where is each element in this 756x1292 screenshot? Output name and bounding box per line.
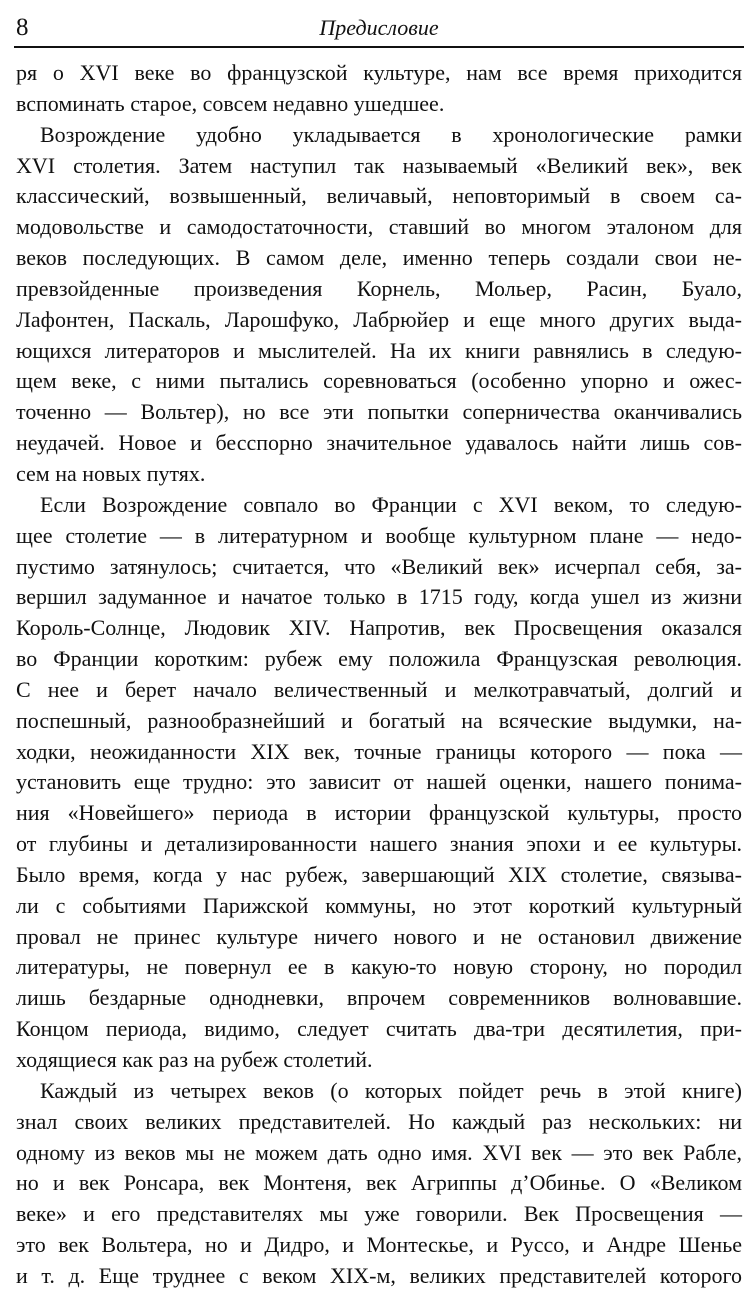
text-line: ющихся литераторов и мыслителей. На их книги равнялись в следую-: [16, 337, 742, 363]
text-line: Лафонтен, Паскаль, Ларошфуко, Лабрюйер и еще много других выда-: [16, 306, 742, 332]
text-line: одному из веков мы не можем дать одно имя. XVI век — это век Рабле,: [16, 1139, 742, 1165]
text-line: превзойденные произведения Корнель, Мольер, Расин, Буало,: [16, 275, 742, 301]
text-line: С нее и берет начало величественный и мелкотравчатый, долгий и: [16, 676, 742, 702]
text-line: ходящиеся как раз на рубеж столетий.: [16, 1047, 373, 1072]
text-line: провал не принес культуре ничего нового и не остановил движение: [16, 923, 742, 949]
text-line: веке» и его представителях мы уже говорили. Век Просвещения —: [16, 1201, 742, 1227]
page-number: 8: [16, 14, 29, 41]
text-line: щем веке, с ними пытались соревноваться (особенно упорно и ожес-: [16, 368, 742, 394]
text-line: но и век Ронсара, век Монтеня, век Агриппы д’Обинье. О «Великом: [16, 1170, 742, 1196]
running-title: Предисловие: [319, 15, 439, 40]
text-line: XVI столетия. Затем наступил так называемый «Великий век», век: [16, 152, 742, 178]
text-line: Концом периода, видимо, следует считать два-три десятилетия, при-: [16, 1016, 742, 1042]
text-line: лишь бездарные однодневки, впрочем современников волновавшие.: [16, 985, 742, 1011]
text-line: Если Возрождение совпало во Франции с XVI веком, то следую-: [40, 491, 742, 517]
text-line: установить еще трудно: это зависит от нашей оценки, нашего понима-: [16, 769, 742, 795]
text-line: ли с событиями Парижской коммуны, но этот короткий культурный: [16, 892, 742, 918]
text-line: Каждый из четырех веков (о которых пойдет речь в этой книге): [40, 1077, 742, 1103]
text-line: вспоминать старое, совсем недавно ушедшее.: [16, 90, 445, 116]
text-line: ря о XVI веке во французской культуре, нам все время приходится: [16, 60, 742, 85]
text-line: сем на новых путях.: [16, 460, 206, 486]
text-line: Возрождение удобно укладывается в хронологические рамки: [40, 121, 742, 147]
text-line: пустимо затянулось; считается, что «Великий век» исчерпал себя, за-: [16, 553, 742, 579]
text-line: неудачей. Новое и бесспорно значительное удавалось найти лишь сов-: [16, 430, 742, 456]
text-line: знал своих великих представителей. Но каждый раз нескольких: ни: [16, 1108, 742, 1134]
text-line: Было время, когда у нас рубеж, завершающий XIX столетие, связыва-: [16, 861, 742, 887]
body-text: [16, 58, 742, 1292]
text-line: вершил задуманное и начатое только в 1715 году, когда ушел из жизни: [16, 584, 742, 610]
text-line: точенно — Вольтер), но все эти попытки соперничества оканчивались: [16, 399, 742, 425]
text-line: классический, возвышенный, величавый, неповторимый в своем са-: [16, 183, 742, 209]
text-line: модовольстве и самодостаточности, ставший во многом эталоном для: [16, 214, 742, 240]
text-line: от глубины и детализированности нашего знания эпохи и ее культуры.: [16, 831, 742, 857]
text-line: Король-Солнце, Людовик XIV. Напротив, век Просвещения оказался: [16, 615, 742, 641]
text-line: поспешный, разнообразнейший и богатый на всяческие выдумки, на-: [16, 707, 742, 733]
text-line: и т. д. Еще труднее с веком XIX-м, великих представителей которого: [16, 1262, 742, 1288]
text-line: щее столетие — в литературном и вообще культурном плане — недо-: [16, 522, 742, 548]
running-header: [14, 10, 744, 48]
text-line: веков последующих. В самом деле, именно теперь создали свои не-: [16, 245, 742, 271]
text-line: литературы, не повернул ее в какую-то новую сторону, но породил: [16, 954, 742, 980]
text-line: это век Вольтера, но и Дидро, и Монтескье, и Руссо, и Андре Шенье: [16, 1232, 742, 1258]
text-line: ния «Новейшего» периода в истории французской культуры, просто: [16, 800, 742, 826]
text-line: ходки, неожиданности XIX век, точные границы которого — пока —: [16, 738, 742, 764]
text-line: во Франции коротким: рубеж ему положила Французская революция.: [16, 646, 742, 672]
